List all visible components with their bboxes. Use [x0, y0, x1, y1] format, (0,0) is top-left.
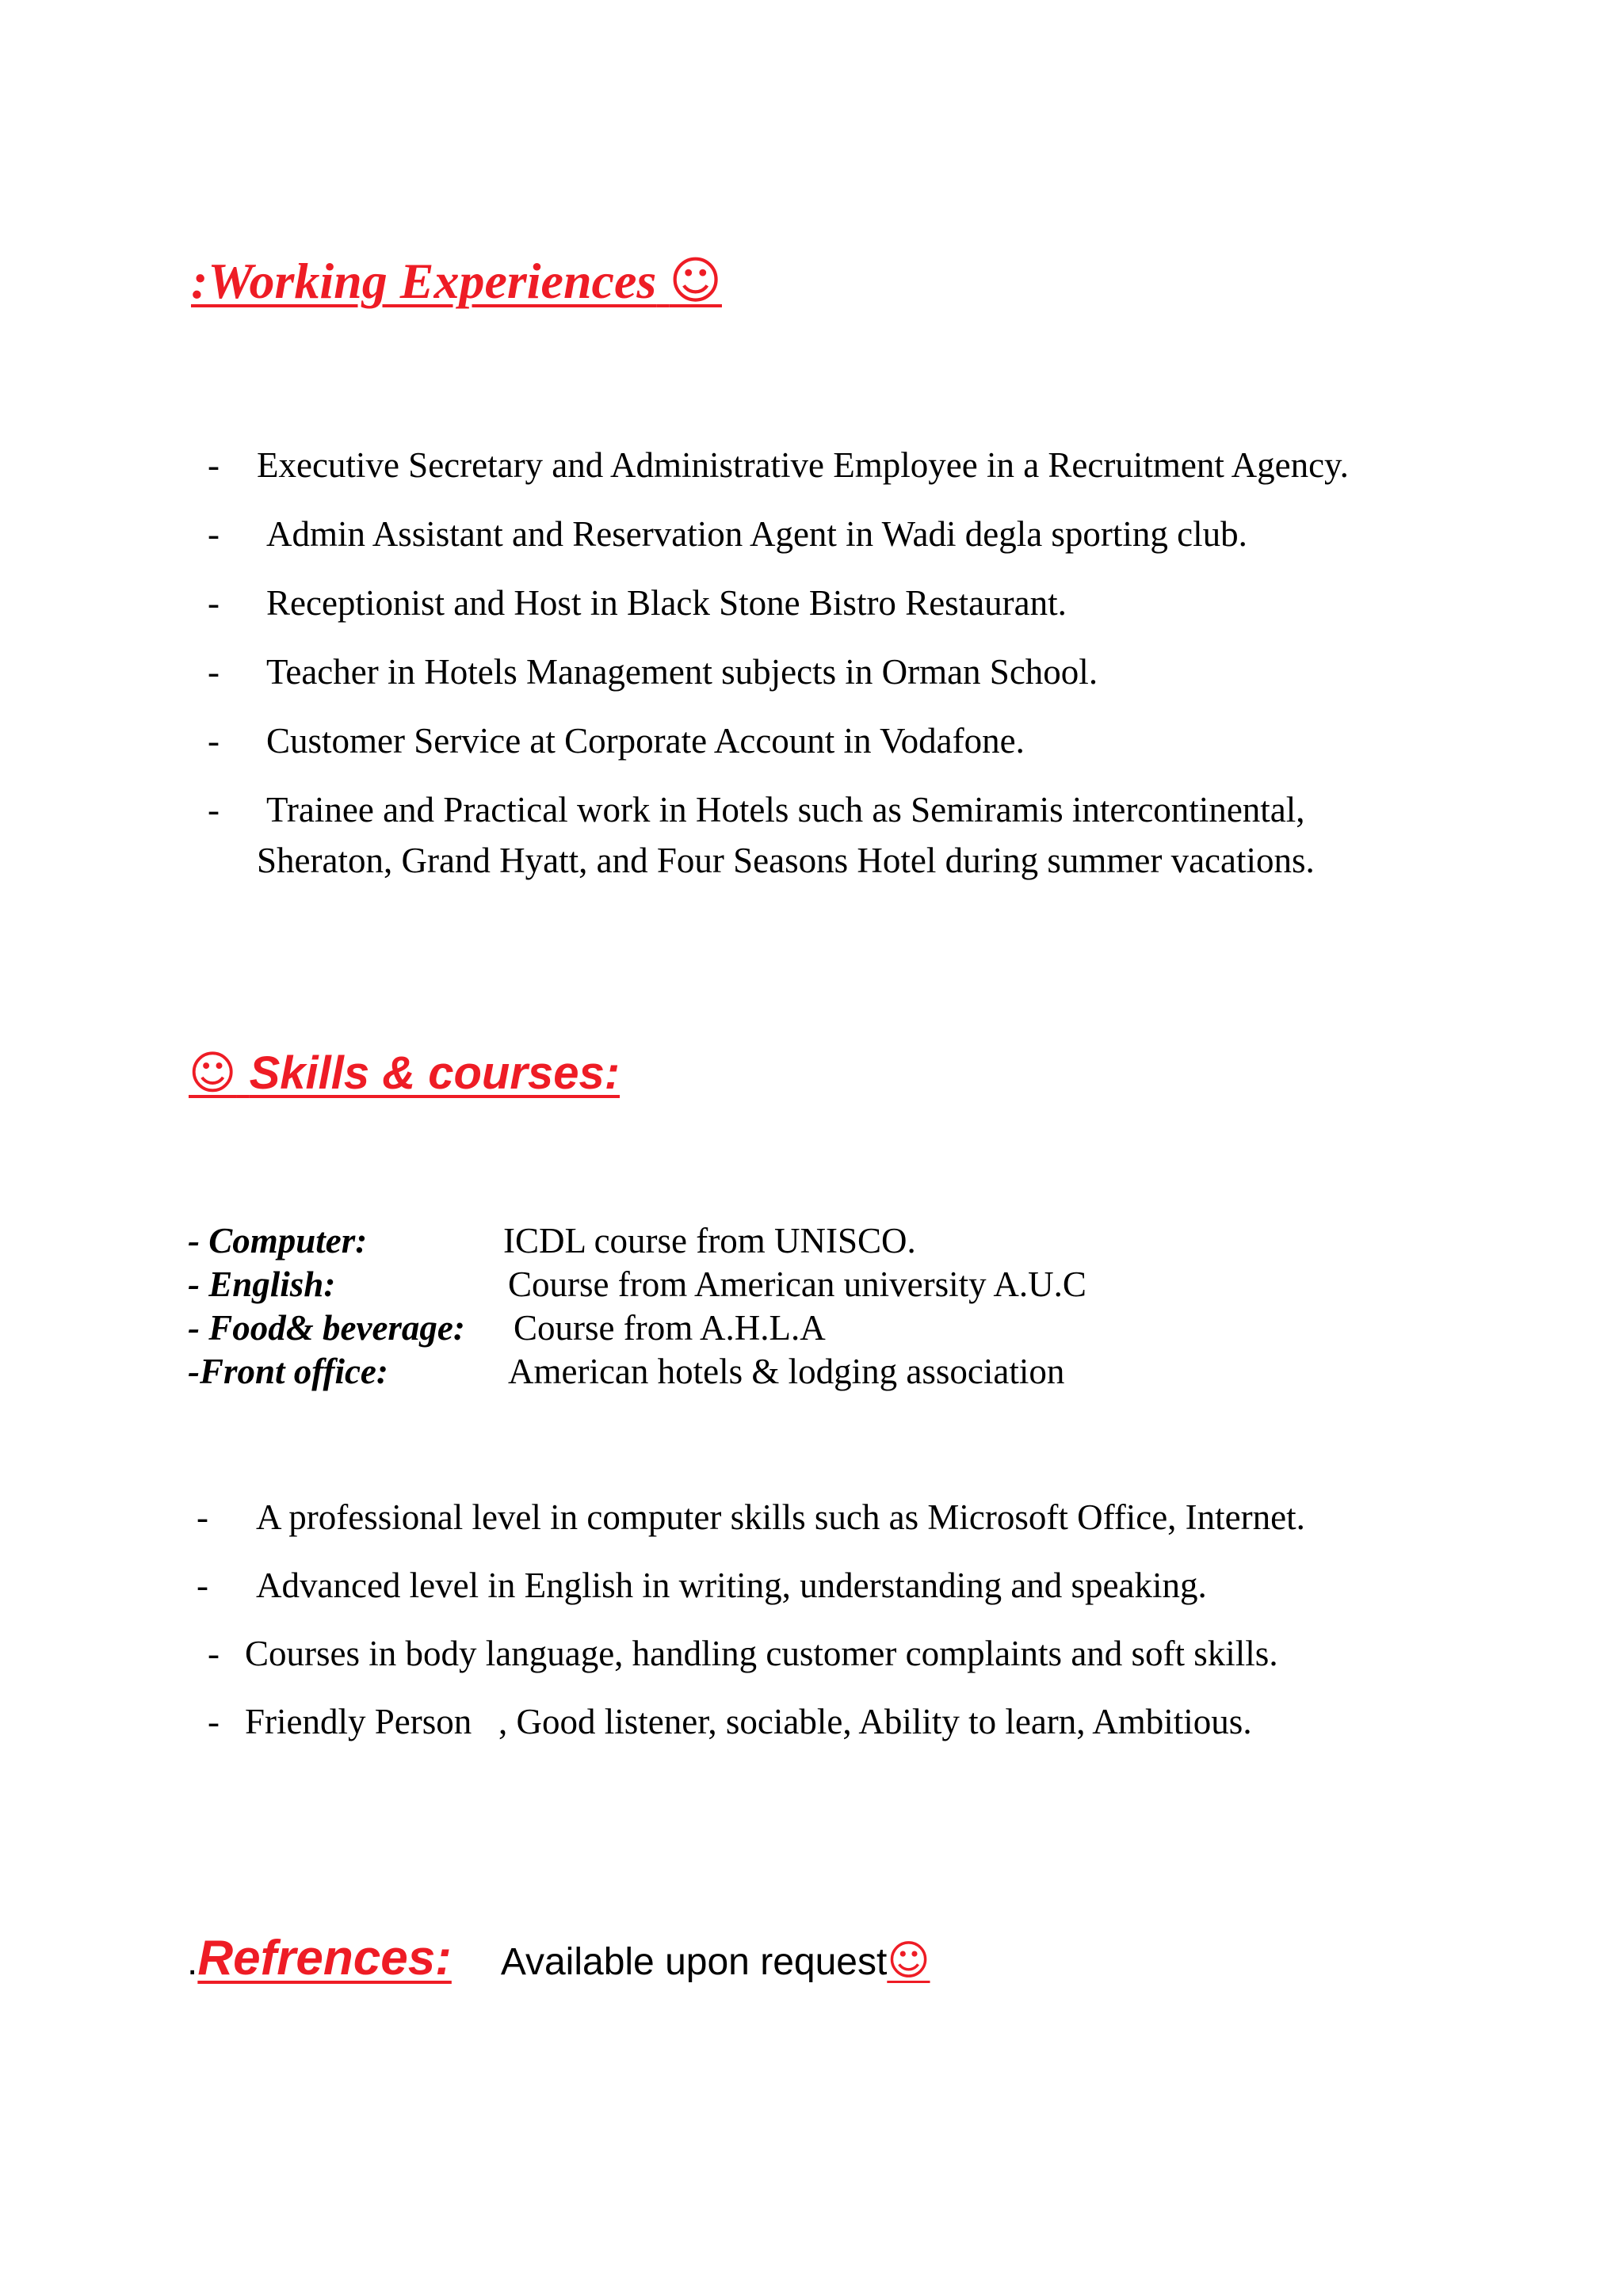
list-item: [197, 1496, 1305, 1539]
working-experiences-heading-text: :Working Experiences: [191, 253, 657, 309]
list-item: [208, 513, 1349, 555]
list-dash: -: [208, 790, 220, 830]
course-value: American hotels & lodging association: [508, 1352, 1065, 1391]
list-item: [208, 719, 1349, 762]
references-line: [187, 1930, 930, 1986]
skills-list: [197, 1496, 1305, 1768]
list-dash: -: [208, 652, 220, 692]
references-prefix: .: [187, 1941, 198, 1983]
course-row-computer: [188, 1220, 916, 1261]
list-item-text: Teacher in Hotels Management subjects in Orman School.: [266, 652, 1098, 692]
list-item: [197, 1632, 1305, 1675]
list-item: [197, 1700, 1305, 1743]
list-item-text: Advanced level in English in writing, understanding and speaking.: [256, 1566, 1207, 1605]
list-item-continuation: Sheraton, Grand Hyatt, and Four Seasons Hotel during summer vacations.: [257, 841, 1315, 880]
course-label: -Front office:: [188, 1352, 388, 1391]
list-dash: -: [197, 1566, 208, 1605]
course-row-english: [188, 1264, 1086, 1305]
smiley-icon: ☺: [189, 1046, 237, 1100]
list-dash: -: [208, 1634, 220, 1673]
skills-courses-heading-text: Skills & courses:: [249, 1047, 621, 1099]
references-heading: Refrences:: [197, 1931, 452, 1985]
working-experiences-list: [208, 444, 1349, 908]
list-item-text: Courses in body language, handling customer complaints and soft skills.: [245, 1634, 1278, 1673]
course-label: - Computer:: [188, 1221, 368, 1261]
list-item: [208, 582, 1349, 624]
list-dash: -: [208, 445, 220, 485]
list-item-text: Friendly Person , Good listener, sociable, Ability to learn, Ambitious.: [245, 1702, 1252, 1741]
course-value: Course from A.H.L.A: [514, 1308, 826, 1348]
course-label: - English:: [188, 1264, 336, 1304]
list-dash: -: [208, 1702, 220, 1741]
smiley-icon: ☺: [887, 1937, 930, 1985]
references-text: Available upon request: [500, 1941, 888, 1983]
smiley-icon: ☺: [669, 252, 722, 311]
list-item-text: Admin Assistant and Reservation Agent in Wadi degla sporting club.: [266, 514, 1247, 554]
list-item-text: A professional level in computer skills such as Microsoft Office, Internet.: [256, 1497, 1305, 1537]
list-item: [208, 444, 1349, 486]
list-item: [208, 650, 1349, 693]
course-label: - Food& beverage:: [188, 1308, 465, 1348]
list-dash: -: [197, 1497, 208, 1537]
course-value: Course from American university A.U.C: [508, 1264, 1086, 1304]
course-value: ICDL course from UNISCO.: [503, 1221, 916, 1261]
working-experiences-heading: [191, 252, 722, 311]
list-item-text: Trainee and Practical work in Hotels such as Semiramis intercontinental,: [266, 790, 1305, 830]
list-dash: -: [208, 721, 220, 761]
list-dash: -: [208, 514, 220, 554]
list-item: [197, 1564, 1305, 1607]
course-row-front-office: [188, 1351, 1065, 1392]
list-item: [208, 788, 1349, 882]
list-item-text: Customer Service at Corporate Account in Vodafone.: [266, 721, 1025, 761]
list-item-text: Receptionist and Host in Black Stone Bistro Restaurant.: [266, 583, 1067, 623]
skills-courses-heading: [189, 1046, 620, 1100]
list-dash: -: [208, 583, 220, 623]
list-item-text: Executive Secretary and Administrative Employee in a Recruitment Agency.: [257, 445, 1349, 485]
course-row-food-beverage: [188, 1307, 826, 1348]
